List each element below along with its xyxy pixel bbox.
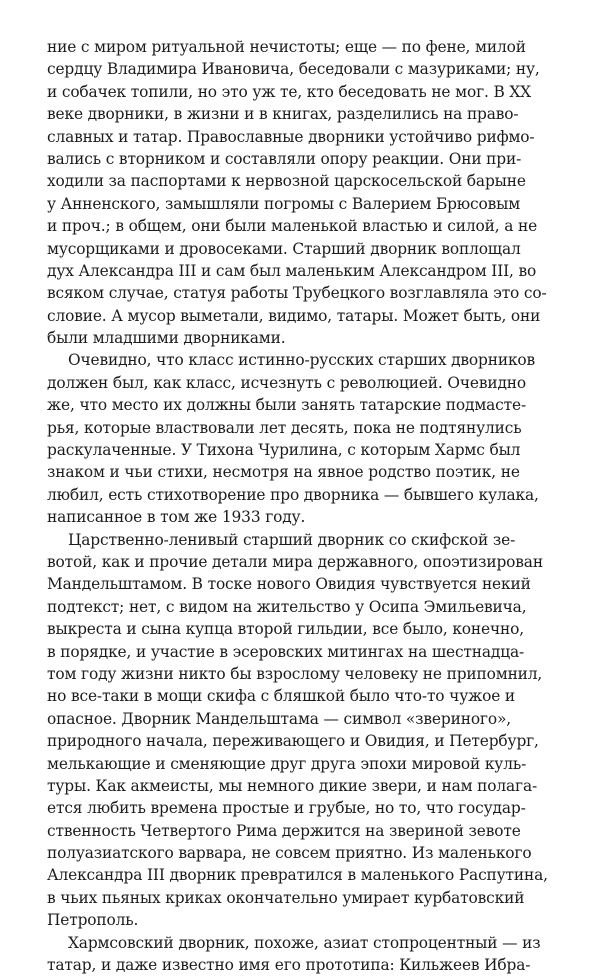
text-line: ние с миром ритуальной нечистоты; еще — по фене, милой <box>47 38 526 56</box>
text-line: словие. А мусор выметали, видимо, татары. Может быть, они <box>47 306 541 325</box>
text-line: выкреста и сына купца второй гильдии, все было, конечно, <box>47 620 524 639</box>
body-text <box>47 36 567 976</box>
text-line: сердцу Владимира Ивановича, беседовали с мазуриками; ну, <box>47 60 540 79</box>
text-line: вались с вторником и составляли опору реакции. Они при- <box>47 149 522 168</box>
text-line: Александра III дворник превратился в маленького Распутина, <box>47 866 548 885</box>
text-line: в чьих пьяных криках окончательно умирает курбатовский <box>47 888 525 907</box>
text-line: опасное. Дворник Мандельштама — символ «звериного», <box>47 709 511 728</box>
text-line: но все-таки в мощи скифа с бляшкой было что-то чужое и <box>47 687 516 706</box>
text-line: знаком и чьи стихи, несмотря на явное родство поэтик, не <box>47 463 520 482</box>
text-line: написанное в том же 1933 году. <box>47 508 306 527</box>
text-line: и собачек топили, но это уж те, кто беседовать не мог. В XX <box>47 82 531 101</box>
text-line: ственность Четвертого Рима держится на звериной зевоте <box>47 821 521 840</box>
text-line: были младшими дворниками. <box>47 329 286 348</box>
text-line: мусорщиками и дровосеками. Старший дворник воплощал <box>47 239 521 258</box>
paragraph <box>47 529 567 932</box>
text-line: Царственно-ленивый старший дворник со скифской зе- <box>68 530 516 549</box>
paragraph <box>47 349 567 528</box>
text-line: ется любить времена простые и грубые, но то, что государ- <box>47 799 526 818</box>
text-line: рья, которые властвовали лет десять, пока не подтянулись <box>47 418 522 437</box>
paragraph <box>47 932 567 976</box>
text-line: и проч.; в общем, они были маленькой властью и силой, а не <box>47 217 538 236</box>
paragraph <box>47 36 567 349</box>
text-line: мелькающие и сменяющие друг друга эпохи мировой куль- <box>47 754 527 773</box>
text-line: татар, и даже известно имя его прототипа: Кильжеев Ибра- <box>47 956 531 975</box>
text-line: веке дворники, в жизни и в книгах, разделились на право- <box>47 105 519 124</box>
text-line: дух Александра III и сам был маленьким Александром III, во <box>47 261 537 280</box>
text-line: Очевидно, что класс истинно-русских старших дворников <box>68 351 536 370</box>
text-line: Хармсовский дворник, похоже, азиат стопроцентный — из <box>68 933 541 952</box>
text-line: природного начала, переживающего и Овидия, и Петербург, <box>47 732 539 751</box>
text-line: в порядке, и участие в эсеровских митингах на шестнадца- <box>47 642 525 661</box>
text-line: Петрополь. <box>47 911 139 930</box>
text-line: славных и татар. Православные дворники устойчиво рифмо- <box>47 127 535 146</box>
text-line: туры. Как акмеисты, мы немного дикие звери, и нам полага- <box>47 776 538 795</box>
text-line: том году жизни никто бы взрослому человеку не припомнил, <box>47 664 543 683</box>
text-line: же, что место их должны были занять татарские подмасте- <box>47 396 527 415</box>
text-line: подтекст; нет, с видом на жительство у Осипа Эмильевича, <box>47 597 527 616</box>
text-line: у Анненского, замышляли погромы с Валерием Брюсовым <box>47 194 521 213</box>
text-line: полуазиатского варвара, не совсем приятно. Из маленького <box>47 844 532 863</box>
text-line: Мандельштамом. В тоске нового Овидия чувствуется некий <box>47 575 531 594</box>
text-line: раскулаченные. У Тихона Чурилина, с которым Хармс был <box>47 441 521 460</box>
text-line: любил, есть стихотворение про дворника — бывшего кулака, <box>47 485 539 504</box>
text-line: вотой, как и прочие детали мира державного, опоэтизирован <box>47 552 543 571</box>
text-line: должен был, как класс, исчезнуть с революцией. Очевидно <box>47 373 527 392</box>
text-line: всяком случае, статуя работы Трубецкого возглавляла это со- <box>47 284 547 303</box>
text-line: ходили за паспортами к нервозной царскосельской барыне <box>47 172 526 191</box>
